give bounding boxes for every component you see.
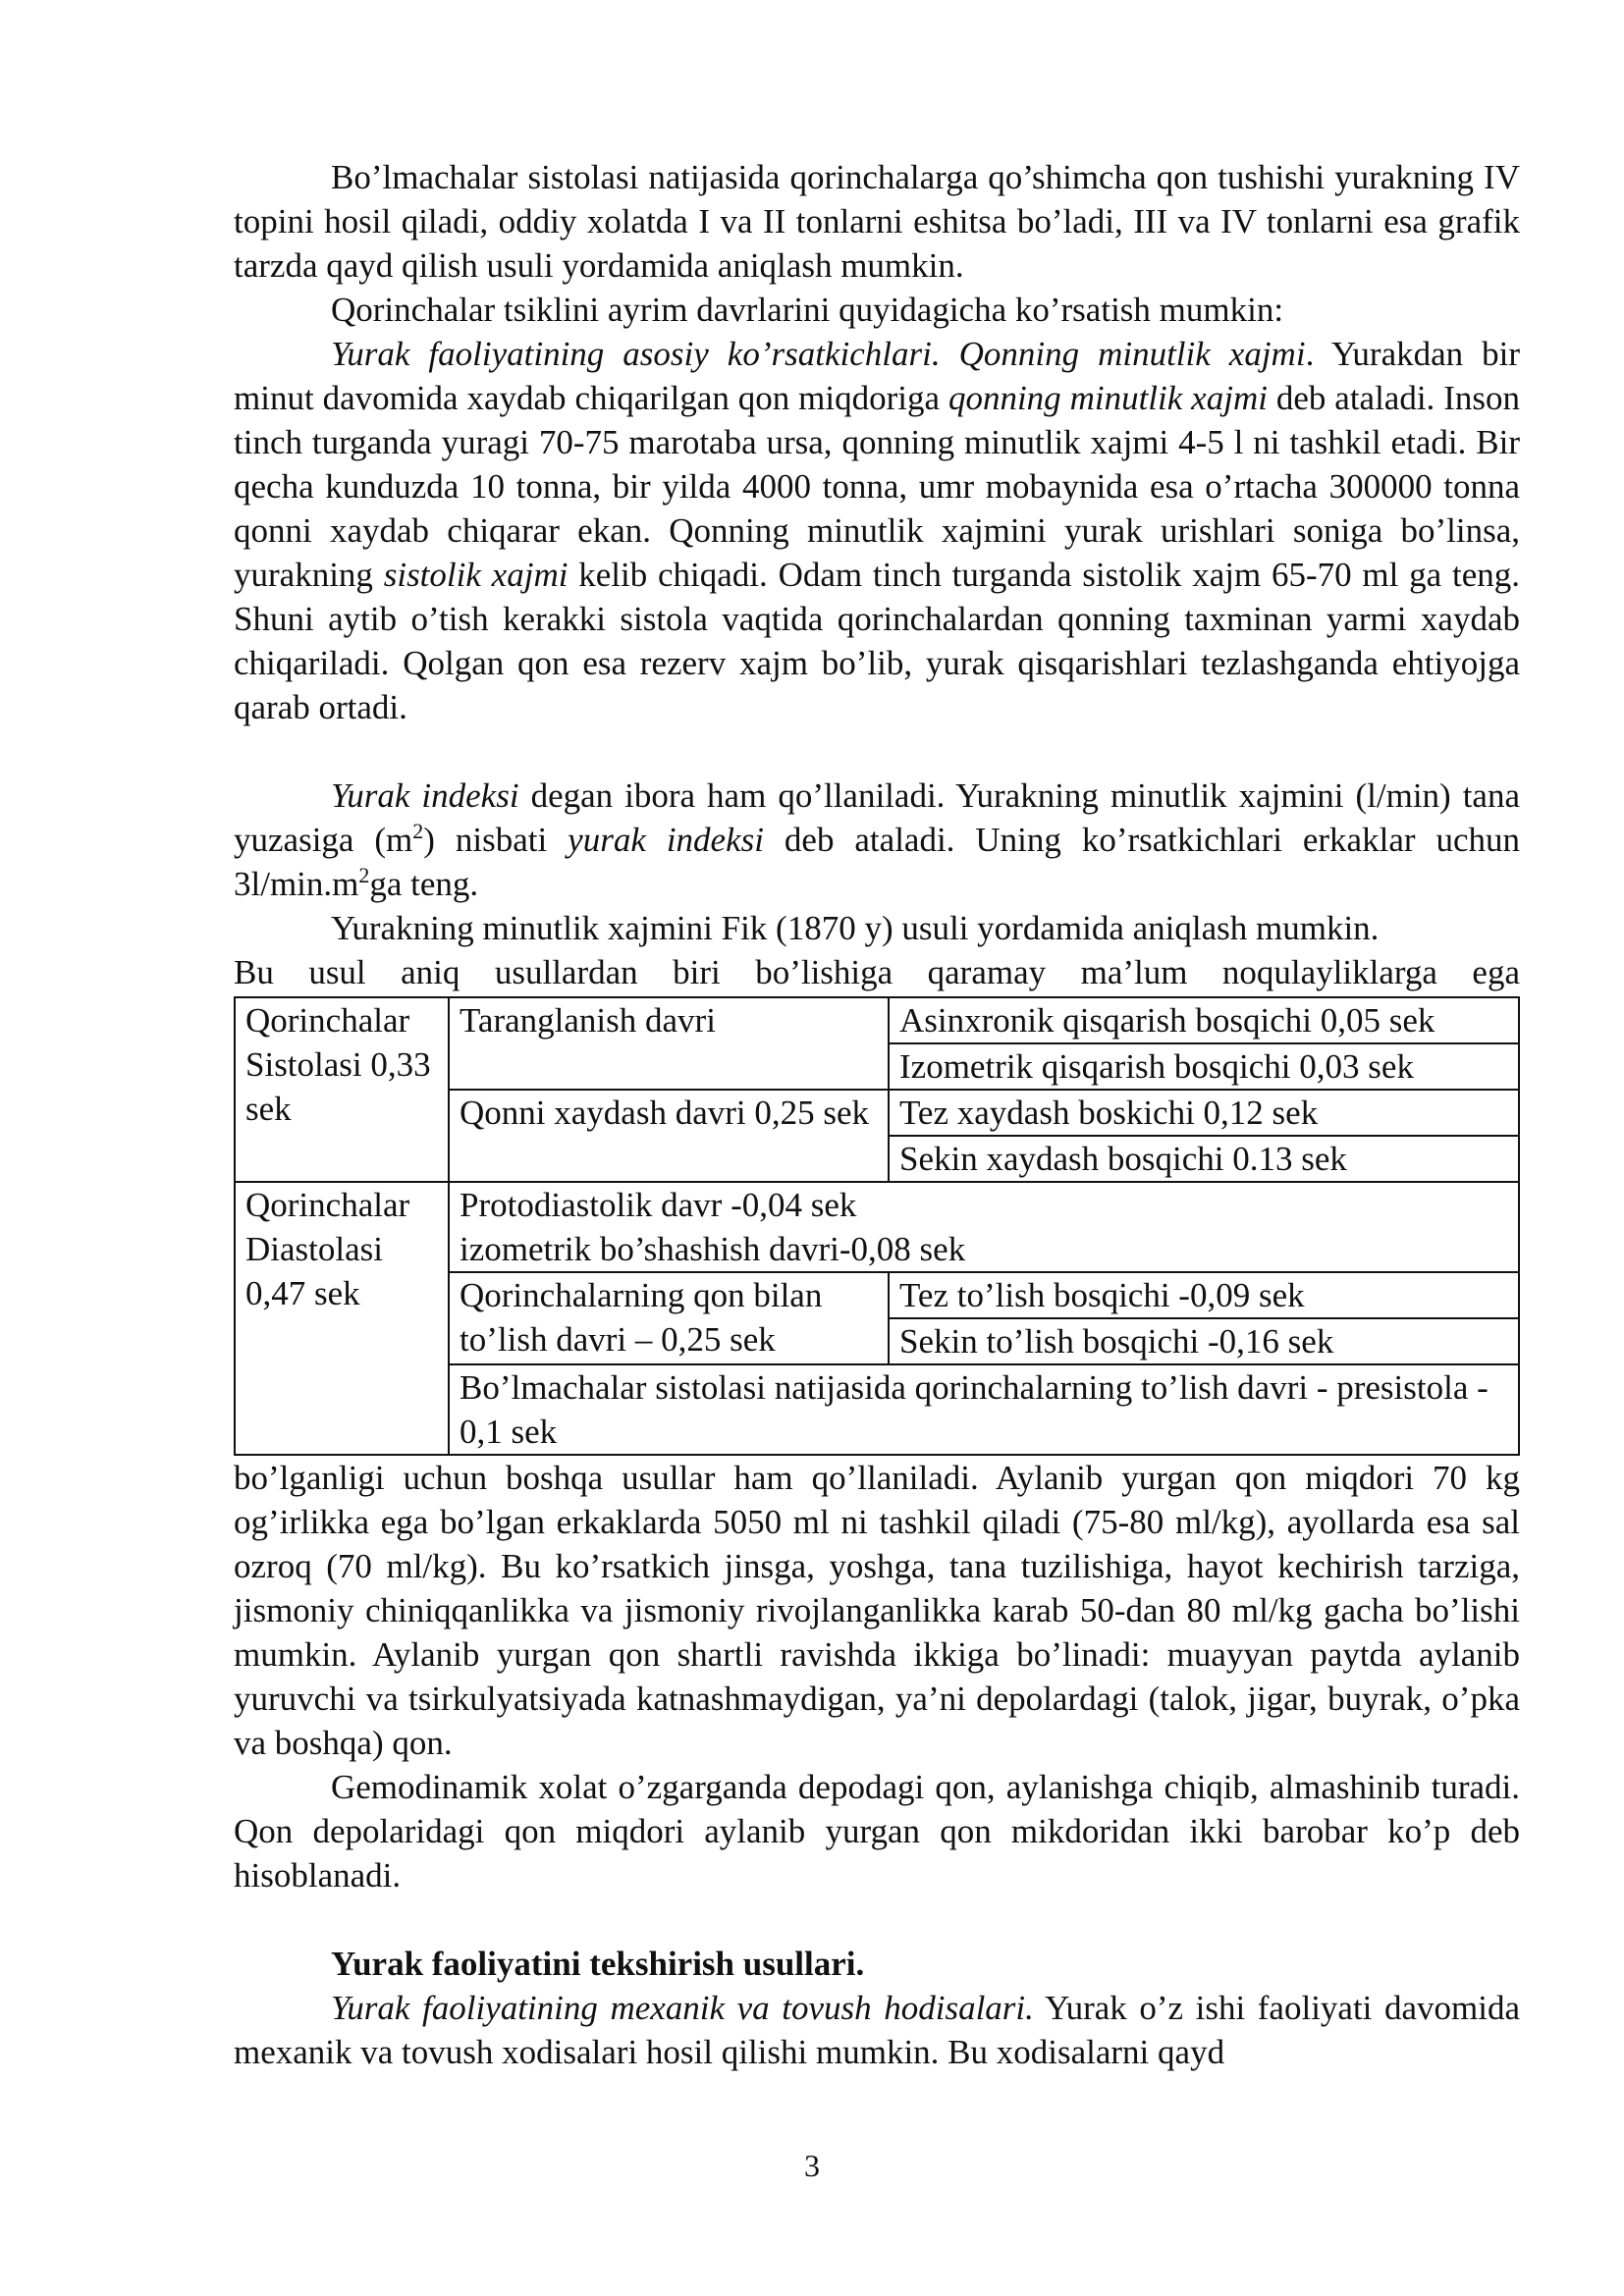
superscript: 2 [412, 819, 424, 843]
section-heading: Yurak faoliyatini tekshirish usullari. [331, 1945, 865, 1983]
text-run: ) nisbati [423, 821, 568, 859]
table-row [235, 997, 1519, 1043]
protodiastolic-cell [449, 1182, 1519, 1272]
presystole-cell: Bo’lmachalar sistolasi natijasida qorinchalarning to’lish davri - presistola - 0,1 sek [449, 1364, 1519, 1455]
cardiac-cycle-table [234, 996, 1520, 1456]
paragraph-depot-blood: Gemodinamik xolat o’zgarganda depodagi qon, aylanishga chiqib, almashinib turadi. Qon depolaridagi qon miqdori aylanib yurgan qon mikdoridan ikki barobar ko’p deb hisoblanadi. [234, 1768, 1520, 1895]
document-page [234, 155, 1520, 2074]
paragraph-gap [234, 729, 1520, 774]
paragraph-tones: Bo’lmachalar sistolasi natijasida qorinchalarga qo’shimcha qon tushishi yurakning IV topini hosil qiladi, oddiy xolatda I va II tonlarni eshitsa bo’ladi, III va IV tonlarni esa grafik tarzda qayd qilish usuli yordamida aniqlash mumkin. [234, 158, 1520, 285]
page-number: 3 [804, 2148, 820, 2183]
text-run: deb ataladi. Uning ko’rsatkichlari erkaklar uchun 3l/min.m [234, 821, 1520, 903]
italic-sep: . [931, 335, 959, 373]
fast-filling-cell: Tez to’lish bosqichi -0,09 sek [889, 1272, 1519, 1318]
text-run: kelib chiqadi. Odam tinch turganda sistolik xajm 65-70 ml ga teng. Shuni aytib o’tish kerakki sistola vaqtida qorinchalardan qonning taxminan yarmi xaydab chiqariladi. Qolgan qon esa rezerv xajm bo’lib, yurak qisqarishlari tezlashganda ehtiyojga qarab ortadi. [234, 556, 1521, 726]
systole-label-cell: Qorinchalar Sistolasi 0,33 sek [235, 997, 449, 1182]
italic-term: qonning minutlik xajmi [947, 379, 1268, 417]
italic-term: Yurak faoliyatining asosiy ko’rsatkichlari [331, 335, 932, 373]
table-row [235, 1182, 1519, 1272]
text-run: degan ibora ham qo’llaniladi. Yurakning minutlik xajmini (l/min) tana yuzasiga (m [234, 776, 1521, 859]
paragraph-heart-index [234, 774, 1520, 906]
italic-term: Qonning minutlik xajmi [958, 335, 1306, 373]
asynchronous-phase-cell: Asinxronik qisqarish bosqichi 0,05 sek [889, 997, 1519, 1043]
ejection-period-cell: Qonni xaydash davri 0,25 sek [449, 1090, 889, 1182]
italic-term: Yurak faoliyatining mexanik va tovush hodisalari. [331, 1989, 1034, 2027]
tension-period-cell: Taranglanish davri [449, 997, 889, 1090]
diastole-label-cell: Qorinchalar Diastolasi 0,47 sek [235, 1182, 449, 1455]
paragraph-minute-volume [234, 332, 1520, 729]
protodiastolic-text: Protodiastolik davr -0,04 sek [460, 1186, 857, 1224]
paragraph-fick-line1: Yurakning minutlik xajmini Fik (1870 y) usuli yordamida aniqlash mumkin. [331, 909, 1380, 947]
italic-term: yurak indeksi [568, 821, 764, 859]
paragraph-cycle-intro: Qorinchalar tsiklini ayrim davrlarini quyidagicha ko’rsatish mumkin: [331, 291, 1284, 329]
text-run: ga teng. [369, 865, 479, 903]
slow-ejection-cell: Sekin xaydash bosqichi 0.13 sek [889, 1136, 1519, 1182]
paragraph-mechanical-sound [234, 1986, 1520, 2074]
text-run: . Yurakdan bir minut davomida xaydab chiqarilgan qon miqdoriga [234, 335, 1521, 417]
superscript: 2 [358, 863, 370, 887]
isometric-relaxation-text: izometrik bo’shashish davri-0,08 sek [460, 1230, 966, 1268]
isometric-contraction-cell: Izometrik qisqarish bosqichi 0,03 sek [889, 1043, 1519, 1090]
filling-period-cell: Qorinchalarning qon bilan to’lish davri – 0,25 sek [449, 1272, 889, 1364]
slow-filling-cell: Sekin to’lish bosqichi -0,16 sek [889, 1318, 1519, 1364]
text-run: deb ataladi. Inson tinch turganda yuragi 70-75 marotaba ursa, qonning minutlik xajmi 4-5 l ni tashkil etadi. Bir qecha kunduzda 10 tonna, bir yilda 4000 tonna, umr mobaynida esa o’rtacha 300000 tonna qonni xaydab chiqarar ekan. Qonning minutlik xajmini yurak urishlari soniga bo’linsa, yurakning [234, 379, 1520, 594]
italic-term: Yurak indeksi [331, 776, 519, 815]
paragraph-fick-line2: Bu usul aniq usullardan biri bo’lishiga qaramay ma’lum noqulayliklarga ega [234, 953, 1520, 991]
paragraph-gap [234, 1897, 1520, 1942]
text-run: Yurak o’z ishi faoliyati davomida mexanik va tovush xodisalari hosil qilishi mumkin. Bu xodisalarni qayd [234, 1989, 1520, 2071]
fast-ejection-cell: Tez xaydash boskichi 0,12 sek [889, 1090, 1519, 1136]
paragraph-circulating-blood: bo’lganligi uchun boshqa usullar ham qo’llaniladi. Aylanib yurgan qon miqdori 70 kg og’irlikka ega bo’lgan erkaklarda 5050 ml ni tashkil qiladi (75-80 ml/kg), ayollarda esa sal ozroq (70 ml/kg). Bu ko’rsatkich jinsga, yoshga, tana tuzilishiga, hayot kechirish tarziga, jismoniy chiniqqanlikka va jismoniy rivojlanganlikka karab 50-dan 80 ml/kg gacha bo’lishi mumkin. Aylanib yurgan qon shartli ravishda ikkiga bo’linadi: muayyan paytda aylanib yuruvchi va tsirkulyatsiyada katnashmaydigan, ya’ni depolardagi (talok, jigar, buyrak, o’pka va boshqa) qon. [234, 1459, 1520, 1762]
italic-term: sistolik xajmi [383, 556, 568, 594]
